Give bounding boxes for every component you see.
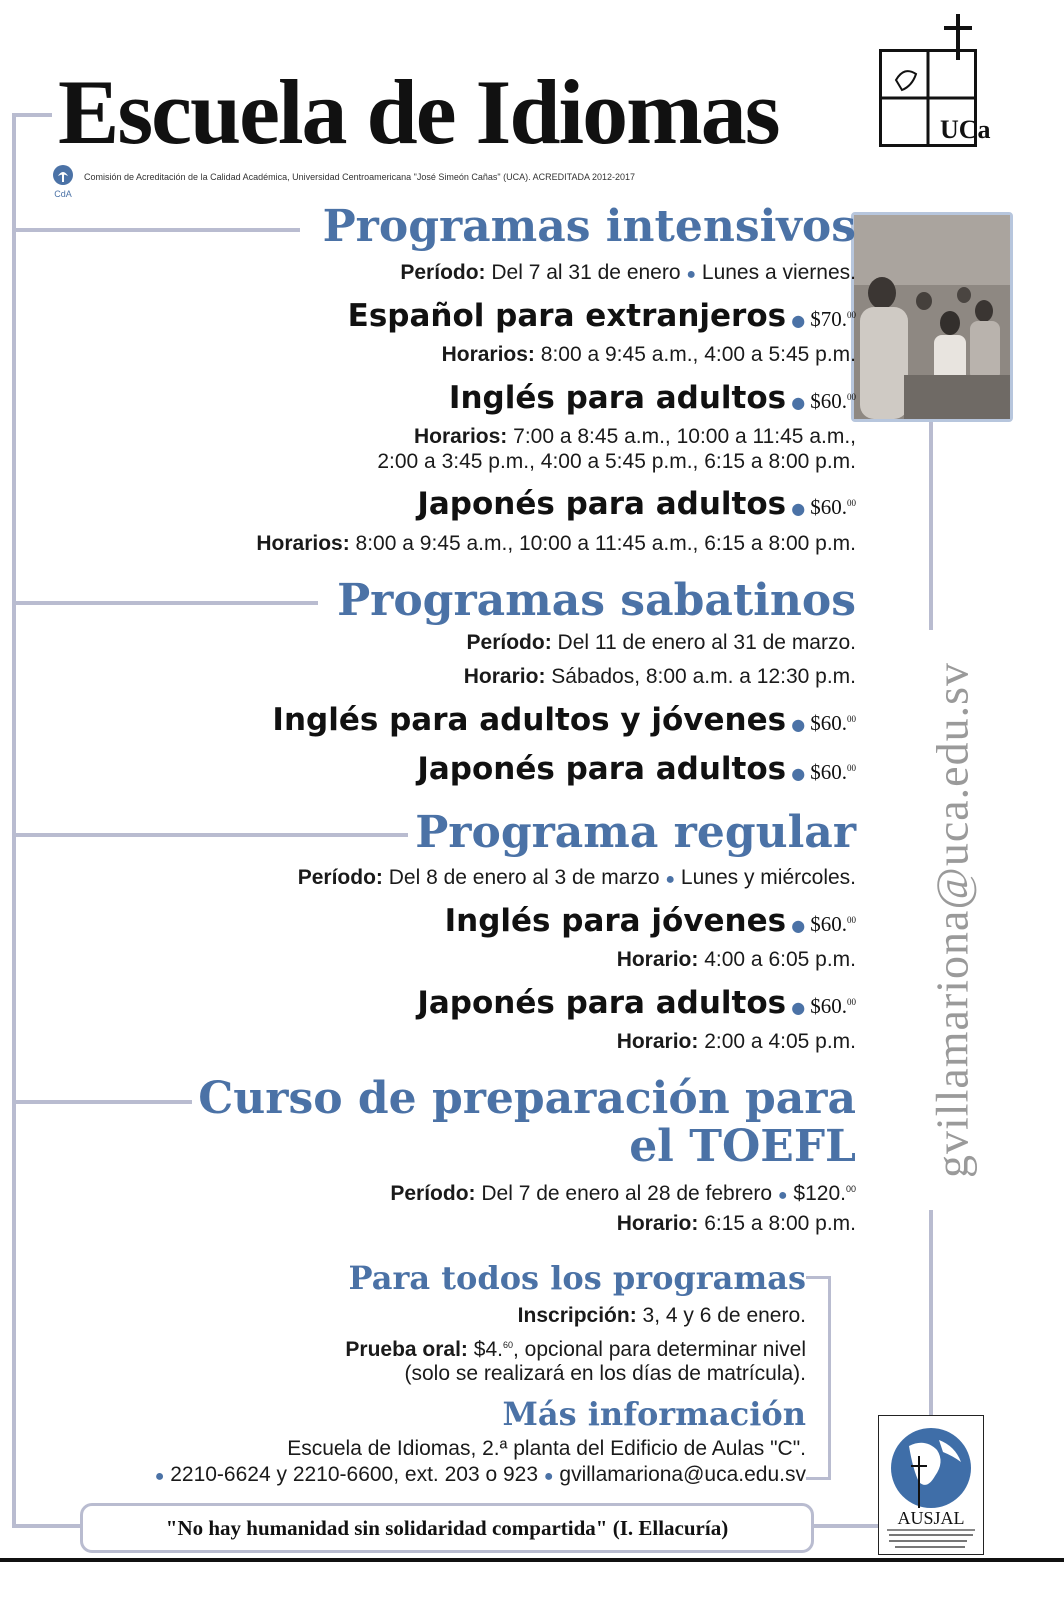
right-vertical-line-bottom	[929, 1210, 933, 1415]
connector-intensivos	[12, 228, 300, 232]
section-heading-regular: Programa regular	[415, 807, 856, 858]
periodo-value: Del 11 de enero al 31 de marzo.	[557, 631, 856, 654]
course-name: Inglés para adultos	[448, 380, 787, 416]
price-value: $120.	[793, 1182, 846, 1205]
price-value: $60.	[810, 495, 847, 519]
connector-toefl	[12, 1100, 192, 1104]
toefl-periodo	[390, 1181, 856, 1206]
course-schedule	[442, 342, 856, 367]
connector-quote-right	[808, 1524, 878, 1528]
cross-icon	[956, 14, 960, 60]
todos-bracket-vertical	[828, 1276, 831, 1480]
course-name: Japonés para adultos	[417, 751, 787, 787]
ausjal-logo	[878, 1415, 984, 1555]
todos-bracket-bottom	[806, 1477, 830, 1480]
periodo-days: Lunes a viernes.	[701, 261, 856, 284]
info-contact	[155, 1462, 806, 1487]
price-value: $60.	[810, 711, 847, 735]
prueba-label: Prueba oral:	[345, 1338, 468, 1361]
left-bracket-top	[12, 113, 52, 117]
course-schedule	[617, 947, 856, 972]
periodo-label: Período:	[466, 631, 552, 654]
price-cents: 00	[847, 763, 856, 773]
bullet-icon: ●	[791, 393, 806, 412]
price-cents: 00	[847, 915, 856, 925]
accreditation-text: Comisión de Acreditación de la Calidad Académica, Universidad Centroamericana "José Simeón Cañas" (UCA). ACREDITADA 2012-2017	[84, 172, 635, 182]
bullet-icon: ●	[777, 1187, 788, 1204]
classroom-photo	[851, 212, 1013, 422]
todos-inscripcion	[518, 1303, 806, 1328]
horario-value: 6:15 a 8:00 p.m.	[704, 1212, 856, 1235]
horario-label: Horario:	[616, 1030, 699, 1053]
page-title: Escuela de Idiomas	[58, 61, 779, 163]
horario-label: Horario:	[616, 1212, 699, 1235]
toefl-price	[793, 1182, 856, 1205]
periodo-label: Período:	[400, 261, 486, 284]
todos-prueba-note: (solo se realizará en los días de matrícula).	[404, 1362, 806, 1385]
section-heading-sabatinos: Programas sabatinos	[337, 575, 856, 626]
section-heading-intensivos: Programas intensivos	[322, 201, 856, 252]
horario-value: Sábados, 8:00 a.m. a 12:30 p.m.	[551, 665, 856, 688]
horarios-label: Horarios:	[256, 532, 350, 555]
course-price	[810, 760, 856, 784]
course-ingles-jovenes	[445, 903, 856, 940]
price-value: $60.	[810, 760, 847, 784]
price-cents: 00	[847, 714, 856, 724]
bottom-border	[0, 1558, 1064, 1562]
price-value: $60.	[810, 912, 847, 936]
course-price	[810, 711, 856, 735]
connector-quote-left	[12, 1524, 82, 1528]
horario-value: 2:00 a 4:05 p.m.	[704, 1030, 856, 1053]
horarios-label: Horarios:	[413, 425, 508, 448]
price-value: $4.	[473, 1338, 503, 1361]
section-heading-todos: Para todos los programas	[348, 1259, 806, 1297]
inscripcion-label: Inscripción:	[517, 1304, 637, 1327]
connector-sabatinos	[12, 601, 318, 605]
course-schedule	[414, 424, 856, 449]
prueba-value: , opcional para determinar nivel	[513, 1338, 806, 1361]
course-price	[810, 307, 856, 331]
quote-box	[80, 1503, 814, 1553]
price-cents: 00	[847, 392, 856, 402]
horarios-value: 7:00 a 8:45 a.m., 10:00 a 11:45 a.m.,	[513, 425, 856, 448]
intensivos-periodo	[400, 260, 856, 285]
course-schedule-cont: 2:00 a 3:45 p.m., 4:00 a 5:45 p.m., 6:15 a 8:00 p.m.	[377, 450, 856, 473]
price-cents: 00	[845, 1184, 856, 1194]
price-value: $60.	[810, 389, 847, 413]
periodo-value: Del 7 al 31 de enero	[491, 261, 681, 284]
price-cents: 00	[847, 997, 856, 1007]
cross-icon-bar	[944, 26, 972, 30]
cda-logo-text: CdA	[54, 189, 72, 199]
horarios-value: 8:00 a 9:45 a.m., 4:00 a 5:45 p.m.	[540, 343, 856, 366]
regular-periodo	[298, 865, 856, 890]
left-bracket-vertical	[12, 115, 16, 1527]
bullet-icon: ●	[154, 1468, 165, 1485]
uca-logo	[879, 49, 991, 147]
periodo-label: Período:	[390, 1182, 476, 1205]
info-phones: 2210-6624 y 2210-6600, ext. 203 o 923	[170, 1463, 539, 1486]
todos-bracket-top	[806, 1276, 830, 1279]
course-price	[810, 495, 856, 519]
horario-value: 4:00 a 6:05 p.m.	[704, 948, 856, 971]
course-name: Español para extranjeros	[347, 298, 787, 334]
sabatinos-horario	[464, 664, 856, 689]
price-cents: 00	[847, 310, 856, 320]
bullet-icon: ●	[791, 715, 806, 734]
bullet-icon: ●	[791, 499, 806, 518]
bullet-icon: ●	[543, 1468, 554, 1485]
bullet-icon: ●	[791, 764, 806, 783]
course-espanol-extranjeros	[348, 298, 856, 335]
periodo-value: Del 7 de enero al 28 de febrero	[481, 1182, 773, 1205]
section-heading-toefl-2: el TOEFL	[629, 1121, 856, 1172]
horarios-value: 8:00 a 9:45 a.m., 10:00 a 11:45 a.m., 6:15 a 8:00 p.m.	[355, 532, 856, 555]
price-cents: 60	[502, 1340, 513, 1350]
course-price	[810, 994, 856, 1018]
course-name: Inglés para jóvenes	[444, 903, 787, 939]
course-ingles-adultos	[449, 380, 856, 417]
todos-prueba	[345, 1337, 806, 1362]
bullet-icon: ●	[665, 871, 676, 888]
info-email[interactable]: gvillamariona@uca.edu.sv	[559, 1463, 806, 1486]
horario-label: Horario:	[463, 665, 546, 688]
course-schedule	[256, 531, 856, 556]
info-address: Escuela de Idiomas, 2.ª planta del Edificio de Aulas "C".	[287, 1437, 806, 1460]
course-price	[810, 912, 856, 936]
course-schedule	[617, 1029, 856, 1054]
inscripcion-value: 3, 4 y 6 de enero.	[642, 1304, 806, 1327]
course-japones-adultos-reg	[417, 985, 856, 1022]
price-cents: 00	[847, 498, 856, 508]
periodo-value: Del 8 de enero al 3 de marzo	[388, 866, 660, 889]
cda-logo	[50, 164, 76, 200]
connector-regular	[12, 833, 408, 837]
course-ingles-adultos-jovenes	[272, 702, 856, 739]
quote-text: "No hay humanidad sin solidaridad compartida" (I. Ellacuría)	[165, 1516, 729, 1540]
bullet-icon: ●	[791, 998, 806, 1017]
bullet-icon: ●	[791, 311, 806, 330]
toefl-horario	[617, 1211, 856, 1236]
price-value: $60.	[810, 994, 847, 1018]
course-name: Japonés para adultos	[417, 985, 787, 1021]
course-price	[810, 389, 856, 413]
sabatinos-periodo	[467, 630, 856, 655]
periodo-label: Período:	[297, 866, 383, 889]
uca-logo-text: UCa	[940, 115, 991, 144]
course-japones-adultos	[417, 486, 856, 523]
course-name: Japonés para adultos	[417, 486, 787, 522]
course-japones-adultos-sab	[417, 751, 856, 788]
price-value: $70.	[810, 307, 847, 331]
section-heading-toefl-1: Curso de preparación para	[198, 1073, 856, 1124]
right-vertical-line-top	[929, 418, 933, 630]
periodo-days: Lunes y miércoles.	[680, 866, 856, 889]
ausjal-logo-text: AUSJAL	[897, 1508, 965, 1528]
bullet-icon: ●	[686, 266, 697, 283]
horarios-label: Horarios:	[441, 343, 535, 366]
bullet-icon: ●	[791, 916, 806, 935]
horario-label: Horario:	[616, 948, 699, 971]
vertical-email: gvillamariona@uca.edu.sv	[926, 662, 978, 1178]
course-name: Inglés para adultos y jóvenes	[272, 702, 787, 738]
section-heading-info: Más información	[502, 1395, 806, 1433]
prueba-price	[474, 1338, 513, 1361]
